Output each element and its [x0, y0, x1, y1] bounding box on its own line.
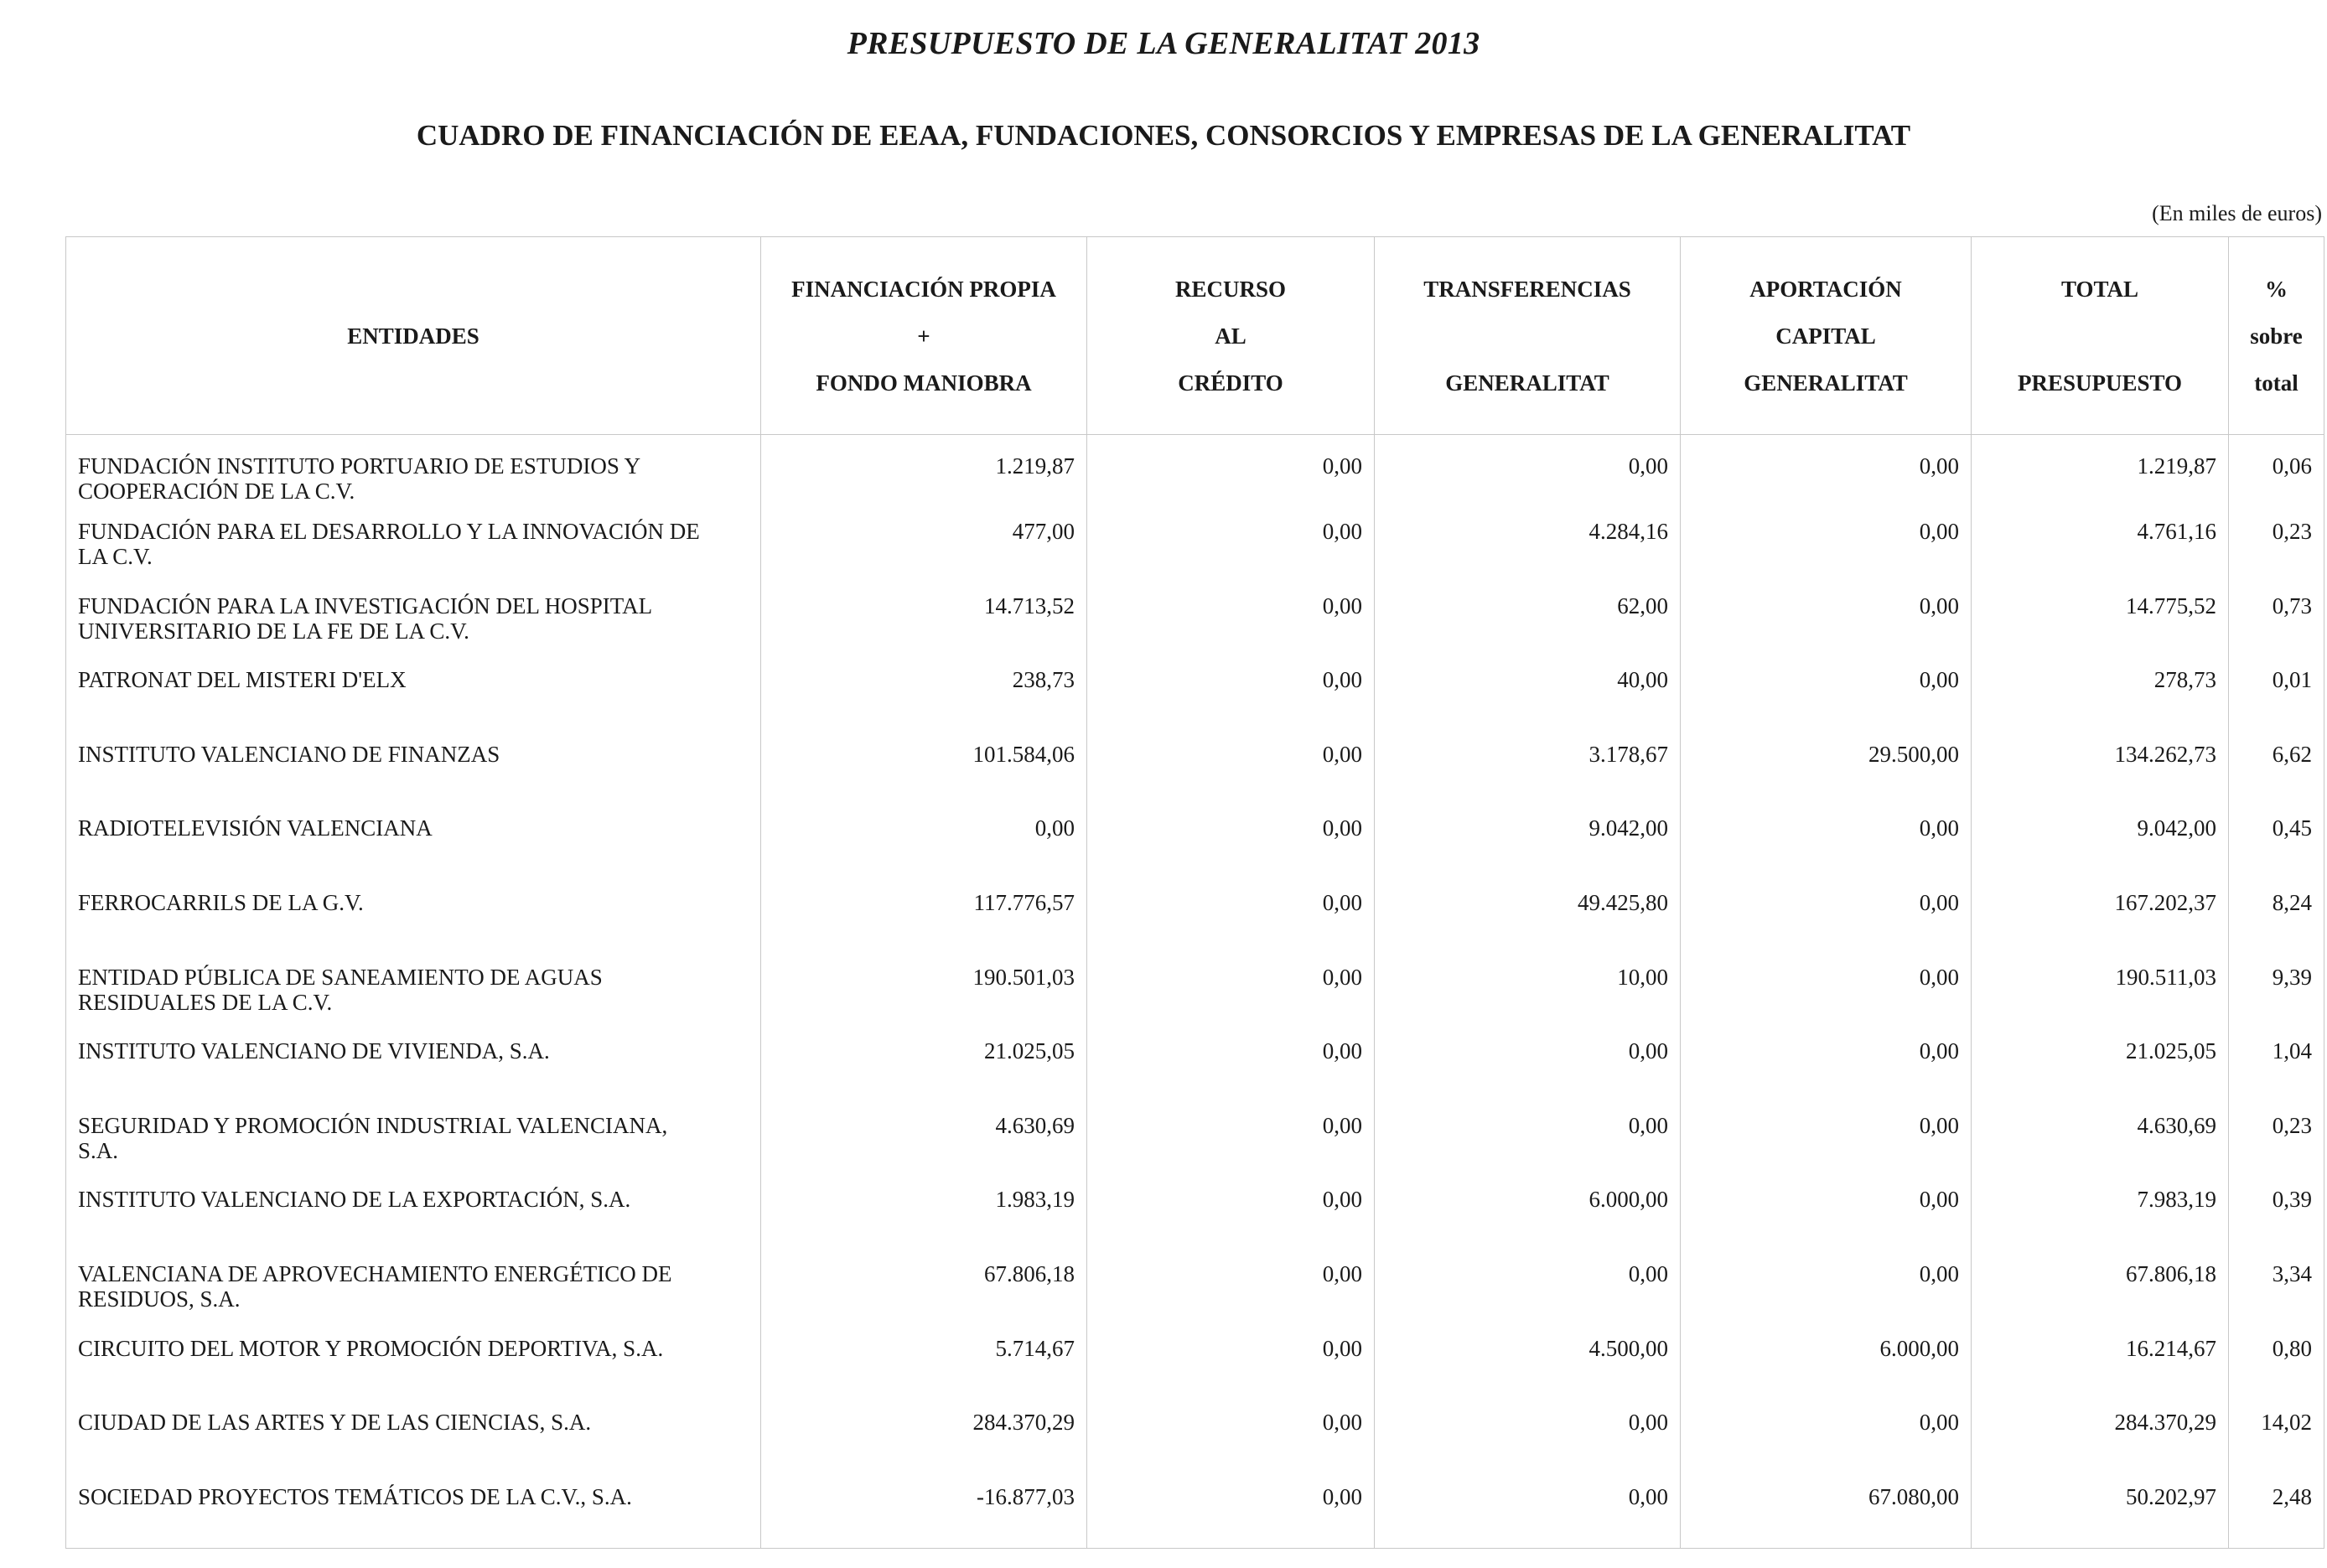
table-row — [66, 657, 2324, 732]
cell-recurso: 0,00 — [1087, 1474, 1375, 1549]
cell-entidad: INSTITUTO VALENCIANO DE LA EXPORTACIÓN, S.A. — [78, 1187, 631, 1213]
cell-pct: 0,06 — [2229, 435, 2324, 510]
document-title: PRESUPUESTO DE LA GENERALITAT 2013 — [847, 26, 1480, 61]
units-note: (En miles de euros) — [2152, 201, 2322, 225]
header-financiacion: FINANCIACIÓN PROPIA + FONDO MANIOBRA — [761, 237, 1087, 435]
cell-aportacion: 0,00 — [1681, 1251, 1972, 1326]
cell-transferencias: 0,00 — [1375, 435, 1681, 510]
cell-financiacion: 101.584,06 — [761, 732, 1087, 806]
table-row — [66, 1474, 2324, 1549]
cell-financiacion: 14.713,52 — [761, 583, 1087, 658]
cell-recurso: 0,00 — [1087, 509, 1375, 583]
cell-total: 1.219,87 — [1972, 435, 2229, 510]
financing-table — [65, 236, 2324, 1549]
cell-total: 9.042,00 — [1972, 805, 2229, 880]
cell-entidad: PATRONAT DEL MISTERI D'ELX — [78, 667, 407, 693]
cell-transferencias: 3.178,67 — [1375, 732, 1681, 806]
header-aportacion: APORTACIÓN CAPITAL GENERALITAT — [1681, 237, 1972, 435]
header-pct: % sobre total — [2229, 237, 2324, 435]
cell-financiacion: 190.501,03 — [761, 955, 1087, 1029]
cell-entidad: FUNDACIÓN INSTITUTO PORTUARIO DE ESTUDIOS Y COOPERACIÓN DE LA C.V. — [78, 453, 640, 504]
cell-recurso: 0,00 — [1087, 583, 1375, 658]
cell-total: 134.262,73 — [1972, 732, 2229, 806]
cell-transferencias: 0,00 — [1375, 1028, 1681, 1103]
cell-total: 190.511,03 — [1972, 955, 2229, 1029]
cell-financiacion: 5.714,67 — [761, 1326, 1087, 1400]
cell-pct: 14,02 — [2229, 1400, 2324, 1474]
cell-aportacion: 67.080,00 — [1681, 1474, 1972, 1549]
header-entidades: ENTIDADES — [347, 323, 479, 349]
cell-financiacion: 284.370,29 — [761, 1400, 1087, 1474]
cell-total: 167.202,37 — [1972, 880, 2229, 955]
cell-pct: 6,62 — [2229, 732, 2324, 806]
cell-pct: 0,01 — [2229, 657, 2324, 732]
cell-pct: 0,23 — [2229, 1103, 2324, 1177]
cell-financiacion: 1.219,87 — [761, 435, 1087, 510]
cell-aportacion: 0,00 — [1681, 583, 1972, 658]
table-row — [66, 1326, 2324, 1400]
cell-entidad: FUNDACIÓN PARA EL DESARROLLO Y LA INNOVACIÓN DE LA C.V. — [78, 519, 700, 570]
cell-transferencias: 9.042,00 — [1375, 805, 1681, 880]
cell-pct: 0,39 — [2229, 1177, 2324, 1251]
cell-transferencias: 0,00 — [1375, 1251, 1681, 1326]
cell-entidad: SEGURIDAD Y PROMOCIÓN INDUSTRIAL VALENCIANA, S.A. — [78, 1112, 668, 1163]
cell-pct: 2,48 — [2229, 1474, 2324, 1549]
cell-financiacion: 21.025,05 — [761, 1028, 1087, 1103]
cell-recurso: 0,00 — [1087, 1103, 1375, 1177]
cell-total: 14.775,52 — [1972, 583, 2229, 658]
cell-recurso: 0,00 — [1087, 1028, 1375, 1103]
cell-transferencias: 0,00 — [1375, 1103, 1681, 1177]
cell-aportacion: 0,00 — [1681, 1177, 1972, 1251]
cell-aportacion: 6.000,00 — [1681, 1326, 1972, 1400]
cell-financiacion: -16.877,03 — [761, 1474, 1087, 1549]
cell-entidad: FUNDACIÓN PARA LA INVESTIGACIÓN DEL HOSPITAL UNIVERSITARIO DE LA FE DE LA C.V. — [78, 593, 652, 644]
cell-aportacion: 0,00 — [1681, 880, 1972, 955]
cell-total: 4.630,69 — [1972, 1103, 2229, 1177]
table-row — [66, 509, 2324, 583]
cell-transferencias: 4.500,00 — [1375, 1326, 1681, 1400]
cell-entidad: SOCIEDAD PROYECTOS TEMÁTICOS DE LA C.V., S.A. — [78, 1483, 632, 1509]
cell-recurso: 0,00 — [1087, 805, 1375, 880]
cell-aportacion: 0,00 — [1681, 1400, 1972, 1474]
cell-aportacion: 0,00 — [1681, 657, 1972, 732]
table-body — [66, 435, 2324, 1549]
cell-financiacion: 238,73 — [761, 657, 1087, 732]
table-row — [66, 435, 2324, 510]
cell-transferencias: 0,00 — [1375, 1474, 1681, 1549]
cell-entidad: INSTITUTO VALENCIANO DE VIVIENDA, S.A. — [78, 1038, 550, 1064]
table-row — [66, 1103, 2324, 1177]
header-transferencias: TRANSFERENCIAS GENERALITAT — [1375, 237, 1681, 435]
table-row — [66, 732, 2324, 806]
cell-recurso: 0,00 — [1087, 435, 1375, 510]
cell-transferencias: 0,00 — [1375, 1400, 1681, 1474]
cell-total: 16.214,67 — [1972, 1326, 2229, 1400]
table-row — [66, 880, 2324, 955]
cell-entidad: CIUDAD DE LAS ARTES Y DE LAS CIENCIAS, S.A. — [78, 1410, 592, 1436]
cell-total: 284.370,29 — [1972, 1400, 2229, 1474]
cell-pct: 3,34 — [2229, 1251, 2324, 1326]
cell-recurso: 0,00 — [1087, 1251, 1375, 1326]
cell-financiacion: 477,00 — [761, 509, 1087, 583]
table-row — [66, 805, 2324, 880]
cell-entidad: CIRCUITO DEL MOTOR Y PROMOCIÓN DEPORTIVA, S.A. — [78, 1335, 664, 1361]
table-row — [66, 1028, 2324, 1103]
cell-financiacion: 4.630,69 — [761, 1103, 1087, 1177]
cell-entidad: VALENCIANA DE APROVECHAMIENTO ENERGÉTICO DE RESIDUOS, S.A. — [78, 1261, 672, 1312]
cell-aportacion: 0,00 — [1681, 955, 1972, 1029]
cell-transferencias: 6.000,00 — [1375, 1177, 1681, 1251]
cell-total: 50.202,97 — [1972, 1474, 2229, 1549]
cell-aportacion: 0,00 — [1681, 1103, 1972, 1177]
cell-recurso: 0,00 — [1087, 955, 1375, 1029]
cell-transferencias: 4.284,16 — [1375, 509, 1681, 583]
cell-pct: 0,73 — [2229, 583, 2324, 658]
cell-recurso: 0,00 — [1087, 1177, 1375, 1251]
cell-transferencias: 49.425,80 — [1375, 880, 1681, 955]
cell-financiacion: 0,00 — [761, 805, 1087, 880]
cell-aportacion: 0,00 — [1681, 1028, 1972, 1103]
cell-transferencias: 40,00 — [1375, 657, 1681, 732]
table-row — [66, 955, 2324, 1029]
cell-pct: 0,45 — [2229, 805, 2324, 880]
cell-total: 278,73 — [1972, 657, 2229, 732]
table-row — [66, 1400, 2324, 1474]
table-row — [66, 1251, 2324, 1326]
cell-pct: 8,24 — [2229, 880, 2324, 955]
cell-financiacion: 67.806,18 — [761, 1251, 1087, 1326]
cell-pct: 0,80 — [2229, 1326, 2324, 1400]
cell-recurso: 0,00 — [1087, 1400, 1375, 1474]
cell-financiacion: 117.776,57 — [761, 880, 1087, 955]
header-total: TOTAL PRESUPUESTO — [1972, 237, 2229, 435]
table-row — [66, 583, 2324, 658]
cell-aportacion: 0,00 — [1681, 509, 1972, 583]
cell-financiacion: 1.983,19 — [761, 1177, 1087, 1251]
cell-pct: 0,23 — [2229, 509, 2324, 583]
cell-transferencias: 62,00 — [1375, 583, 1681, 658]
cell-total: 21.025,05 — [1972, 1028, 2229, 1103]
cell-aportacion: 0,00 — [1681, 805, 1972, 880]
cell-entidad: RADIOTELEVISIÓN VALENCIANA — [78, 815, 433, 841]
cell-total: 7.983,19 — [1972, 1177, 2229, 1251]
cell-transferencias: 10,00 — [1375, 955, 1681, 1029]
cell-entidad: INSTITUTO VALENCIANO DE FINANZAS — [78, 741, 500, 767]
table-row — [66, 1177, 2324, 1251]
cell-pct: 1,04 — [2229, 1028, 2324, 1103]
header-row — [66, 237, 2324, 435]
cell-recurso: 0,00 — [1087, 880, 1375, 955]
cell-entidad: FERROCARRILS DE LA G.V. — [78, 890, 364, 916]
cell-aportacion: 29.500,00 — [1681, 732, 1972, 806]
cell-pct: 9,39 — [2229, 955, 2324, 1029]
cell-recurso: 0,00 — [1087, 732, 1375, 806]
cell-recurso: 0,00 — [1087, 1326, 1375, 1400]
cell-recurso: 0,00 — [1087, 657, 1375, 732]
header-recurso: RECURSO AL CRÉDITO — [1087, 237, 1375, 435]
cell-total: 4.761,16 — [1972, 509, 2229, 583]
cell-entidad: ENTIDAD PÚBLICA DE SANEAMIENTO DE AGUAS RESIDUALES DE LA C.V. — [78, 964, 603, 1015]
cell-total: 67.806,18 — [1972, 1251, 2229, 1326]
cell-aportacion: 0,00 — [1681, 435, 1972, 510]
document-subtitle: CUADRO DE FINANCIACIÓN DE EEAA, FUNDACIONES, CONSORCIOS Y EMPRESAS DE LA GENERALITAT — [416, 119, 1911, 152]
